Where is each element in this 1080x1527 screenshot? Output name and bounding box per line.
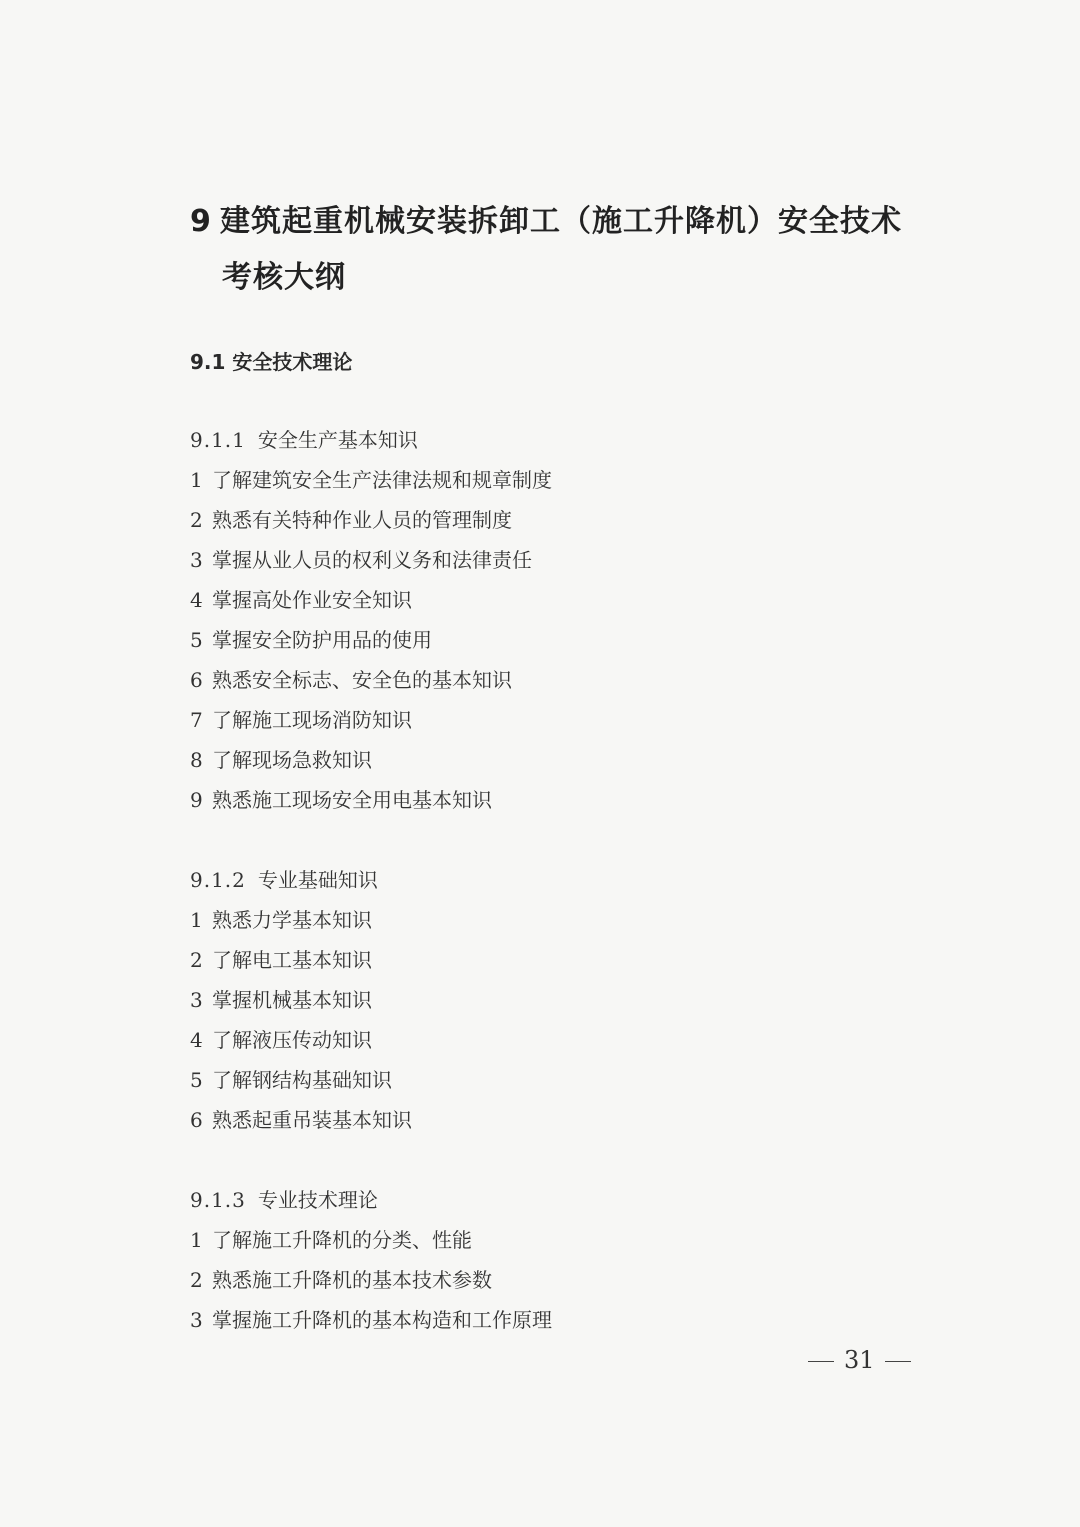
list-item bbox=[190, 980, 412, 1020]
item-text: 掌握从业人员的权利义务和法律责任 bbox=[212, 548, 532, 572]
item-number: 8 bbox=[190, 748, 203, 772]
item-text: 了解液压传动知识 bbox=[212, 1028, 372, 1052]
chapter-title-line-1 bbox=[190, 196, 902, 240]
list-item bbox=[190, 700, 552, 740]
item-number: 9 bbox=[190, 788, 203, 812]
item-number: 2 bbox=[190, 508, 203, 532]
item-text: 了解施工升降机的分类、性能 bbox=[212, 1228, 472, 1252]
item-text: 熟悉安全标志、安全色的基本知识 bbox=[212, 668, 512, 692]
item-text: 掌握施工升降机的基本构造和工作原理 bbox=[212, 1308, 552, 1332]
list-item bbox=[190, 740, 552, 780]
item-number: 1 bbox=[190, 468, 203, 492]
subsection-heading bbox=[190, 860, 412, 900]
subsection-9-1-1 bbox=[190, 420, 552, 820]
item-number: 5 bbox=[190, 628, 203, 652]
subsection-label: 专业技术理论 bbox=[257, 1188, 378, 1212]
list-item bbox=[190, 900, 412, 940]
item-text: 熟悉力学基本知识 bbox=[212, 908, 372, 932]
item-number: 2 bbox=[190, 1268, 203, 1292]
item-text: 了解钢结构基础知识 bbox=[212, 1068, 392, 1092]
item-text: 熟悉起重吊装基本知识 bbox=[212, 1108, 412, 1132]
item-text: 了解建筑安全生产法律法规和规章制度 bbox=[212, 468, 552, 492]
page-number-dash-left bbox=[808, 1361, 834, 1363]
list-item bbox=[190, 660, 552, 700]
item-number: 3 bbox=[190, 548, 203, 572]
chapter-title-line-2 bbox=[222, 252, 346, 296]
list-item bbox=[190, 940, 412, 980]
chapter-title-text: 建筑起重机械安装拆卸工（施工升降机）安全技术 bbox=[220, 204, 902, 239]
subsection-label: 安全生产基本知识 bbox=[257, 428, 418, 452]
subsection-heading bbox=[190, 420, 552, 460]
subsection-code: 9.1.2 bbox=[190, 868, 246, 892]
item-number: 2 bbox=[190, 948, 203, 972]
subsection-code: 9.1.1 bbox=[190, 428, 246, 452]
list-item bbox=[190, 1220, 552, 1260]
list-item bbox=[190, 540, 552, 580]
item-text: 了解电工基本知识 bbox=[212, 948, 372, 972]
subsection-9-1-3 bbox=[190, 1180, 552, 1340]
list-item bbox=[190, 780, 552, 820]
list-item bbox=[190, 460, 552, 500]
list-item bbox=[190, 620, 552, 660]
subsection-code: 9.1.3 bbox=[190, 1188, 246, 1212]
list-item bbox=[190, 500, 552, 540]
page-number-value: 31 bbox=[844, 1346, 875, 1374]
list-item bbox=[190, 1020, 412, 1060]
item-number: 6 bbox=[190, 1108, 203, 1132]
chapter-title-text-continued: 考核大纲 bbox=[222, 260, 346, 295]
item-number: 6 bbox=[190, 668, 203, 692]
item-text: 掌握机械基本知识 bbox=[212, 988, 372, 1012]
list-item bbox=[190, 580, 552, 620]
item-text: 掌握安全防护用品的使用 bbox=[212, 628, 432, 652]
item-number: 7 bbox=[190, 708, 203, 732]
list-item bbox=[190, 1100, 412, 1140]
list-item bbox=[190, 1260, 552, 1300]
item-text: 熟悉有关特种作业人员的管理制度 bbox=[212, 508, 512, 532]
item-number: 3 bbox=[190, 1308, 203, 1332]
item-number: 1 bbox=[190, 1228, 203, 1252]
subsection-9-1-2 bbox=[190, 860, 412, 1140]
item-text: 掌握高处作业安全知识 bbox=[212, 588, 412, 612]
subsection-label: 专业基础知识 bbox=[257, 868, 378, 892]
item-number: 4 bbox=[190, 588, 203, 612]
item-number: 5 bbox=[190, 1068, 203, 1092]
item-text: 了解现场急救知识 bbox=[212, 748, 372, 772]
list-item bbox=[190, 1300, 552, 1340]
chapter-number: 9 bbox=[190, 204, 212, 239]
section-number: 9.1 bbox=[190, 350, 226, 374]
page-number bbox=[798, 1346, 921, 1374]
item-text: 熟悉施工升降机的基本技术参数 bbox=[212, 1268, 492, 1292]
item-number: 3 bbox=[190, 988, 203, 1012]
item-number: 1 bbox=[190, 908, 203, 932]
section-heading bbox=[190, 346, 352, 375]
page-number-dash-right bbox=[885, 1361, 911, 1363]
item-text: 熟悉施工现场安全用电基本知识 bbox=[212, 788, 492, 812]
section-label: 安全技术理论 bbox=[232, 350, 353, 374]
item-text: 了解施工现场消防知识 bbox=[212, 708, 412, 732]
item-number: 4 bbox=[190, 1028, 203, 1052]
subsection-heading bbox=[190, 1180, 552, 1220]
list-item bbox=[190, 1060, 412, 1100]
